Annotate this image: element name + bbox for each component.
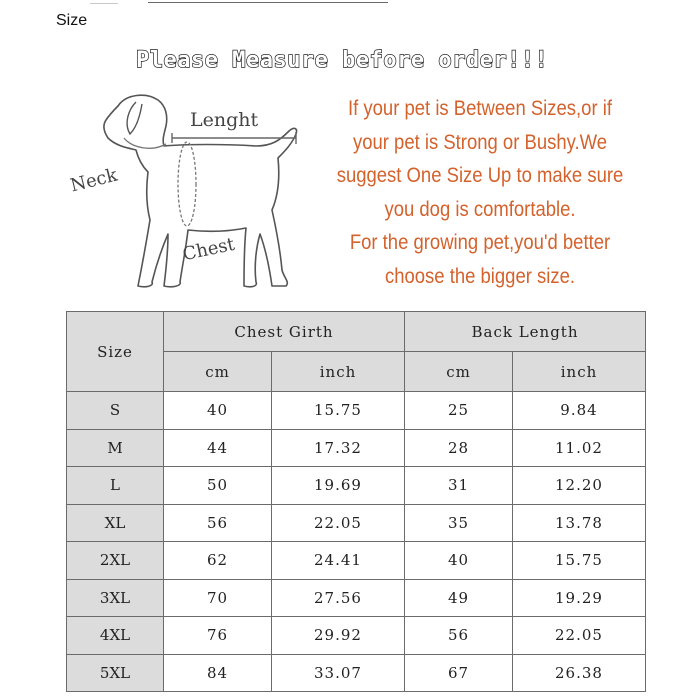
back-inch-cell: 26.38 bbox=[513, 654, 646, 692]
chest-inch-cell: 33.07 bbox=[272, 654, 405, 692]
chest-cm-header: cm bbox=[164, 352, 272, 392]
chest-inch-cell: 15.75 bbox=[272, 392, 405, 430]
chest-cm-cell: 62 bbox=[164, 542, 272, 580]
size-cell: S bbox=[67, 392, 164, 430]
size-header: Size bbox=[67, 312, 164, 392]
chest-label: Chest bbox=[180, 233, 237, 266]
chest-cm-cell: 76 bbox=[164, 617, 272, 655]
back-inch-header: inch bbox=[513, 352, 646, 392]
size-cell: XL bbox=[67, 504, 164, 542]
table-row bbox=[67, 654, 646, 692]
back-inch-cell: 22.05 bbox=[513, 617, 646, 655]
note-line: you dog is comfortable. bbox=[384, 197, 576, 221]
top-rule-left bbox=[90, 3, 118, 4]
dog-measure-diagram bbox=[66, 88, 316, 298]
chest-inch-cell: 19.69 bbox=[272, 467, 405, 505]
chest-inch-header: inch bbox=[272, 352, 405, 392]
back-inch-cell: 11.02 bbox=[513, 429, 646, 467]
chest-inch-cell: 27.56 bbox=[272, 579, 405, 617]
table-row bbox=[67, 579, 646, 617]
back-inch-cell: 19.29 bbox=[513, 579, 646, 617]
chest-cm-cell: 84 bbox=[164, 654, 272, 692]
back-length-header: Back Length bbox=[405, 312, 646, 352]
neck-measure-line bbox=[124, 138, 166, 148]
chest-cm-cell: 44 bbox=[164, 429, 272, 467]
table-row bbox=[67, 392, 646, 430]
chest-inch-cell: 24.41 bbox=[272, 542, 405, 580]
size-cell: 2XL bbox=[67, 542, 164, 580]
headline: Please Measure before order!!! bbox=[136, 48, 549, 73]
sizing-note bbox=[322, 92, 639, 293]
size-cell: 4XL bbox=[67, 617, 164, 655]
chest-measure-loop bbox=[178, 142, 196, 226]
chest-inch-cell: 17.32 bbox=[272, 429, 405, 467]
back-cm-cell: 28 bbox=[405, 429, 513, 467]
back-inch-cell: 12.20 bbox=[513, 467, 646, 505]
back-cm-cell: 40 bbox=[405, 542, 513, 580]
chest-girth-header: Chest Girth bbox=[164, 312, 405, 352]
chest-cm-cell: 40 bbox=[164, 392, 272, 430]
table-row bbox=[67, 429, 646, 467]
back-inch-cell: 15.75 bbox=[513, 542, 646, 580]
chest-inch-cell: 22.05 bbox=[272, 504, 405, 542]
size-cell: 3XL bbox=[67, 579, 164, 617]
back-cm-header: cm bbox=[405, 352, 513, 392]
size-chart-table bbox=[66, 311, 646, 692]
table-row bbox=[67, 617, 646, 655]
note-line: For the growing pet,you'd better bbox=[349, 231, 611, 254]
size-cell: 5XL bbox=[67, 654, 164, 692]
section-label: Size bbox=[56, 12, 88, 29]
table-row bbox=[67, 467, 646, 505]
back-cm-cell: 35 bbox=[405, 504, 513, 542]
length-label: Lenght bbox=[190, 109, 259, 131]
chest-inch-cell: 29.92 bbox=[272, 617, 405, 655]
size-cell: M bbox=[67, 429, 164, 467]
back-cm-cell: 67 bbox=[405, 654, 513, 692]
top-rule bbox=[148, 2, 388, 3]
note-line: If your pet is Between Sizes,or if bbox=[348, 97, 612, 120]
back-cm-cell: 49 bbox=[405, 579, 513, 617]
chest-cm-cell: 56 bbox=[164, 504, 272, 542]
table-row bbox=[67, 504, 646, 542]
note-line: suggest One Size Up to make sure bbox=[336, 164, 624, 187]
chest-cm-cell: 70 bbox=[164, 579, 272, 617]
size-cell: L bbox=[67, 467, 164, 505]
note-line: your pet is Strong or Bushy.We bbox=[352, 130, 608, 154]
chest-cm-cell: 50 bbox=[164, 467, 272, 505]
back-cm-cell: 25 bbox=[405, 392, 513, 430]
note-line: choose the bigger size. bbox=[384, 264, 576, 288]
back-cm-cell: 31 bbox=[405, 467, 513, 505]
back-inch-cell: 9.84 bbox=[513, 392, 646, 430]
back-inch-cell: 13.78 bbox=[513, 504, 646, 542]
dog-ear bbox=[127, 102, 142, 134]
back-cm-cell: 56 bbox=[405, 617, 513, 655]
neck-label: Neck bbox=[68, 164, 120, 197]
table-row bbox=[67, 542, 646, 580]
